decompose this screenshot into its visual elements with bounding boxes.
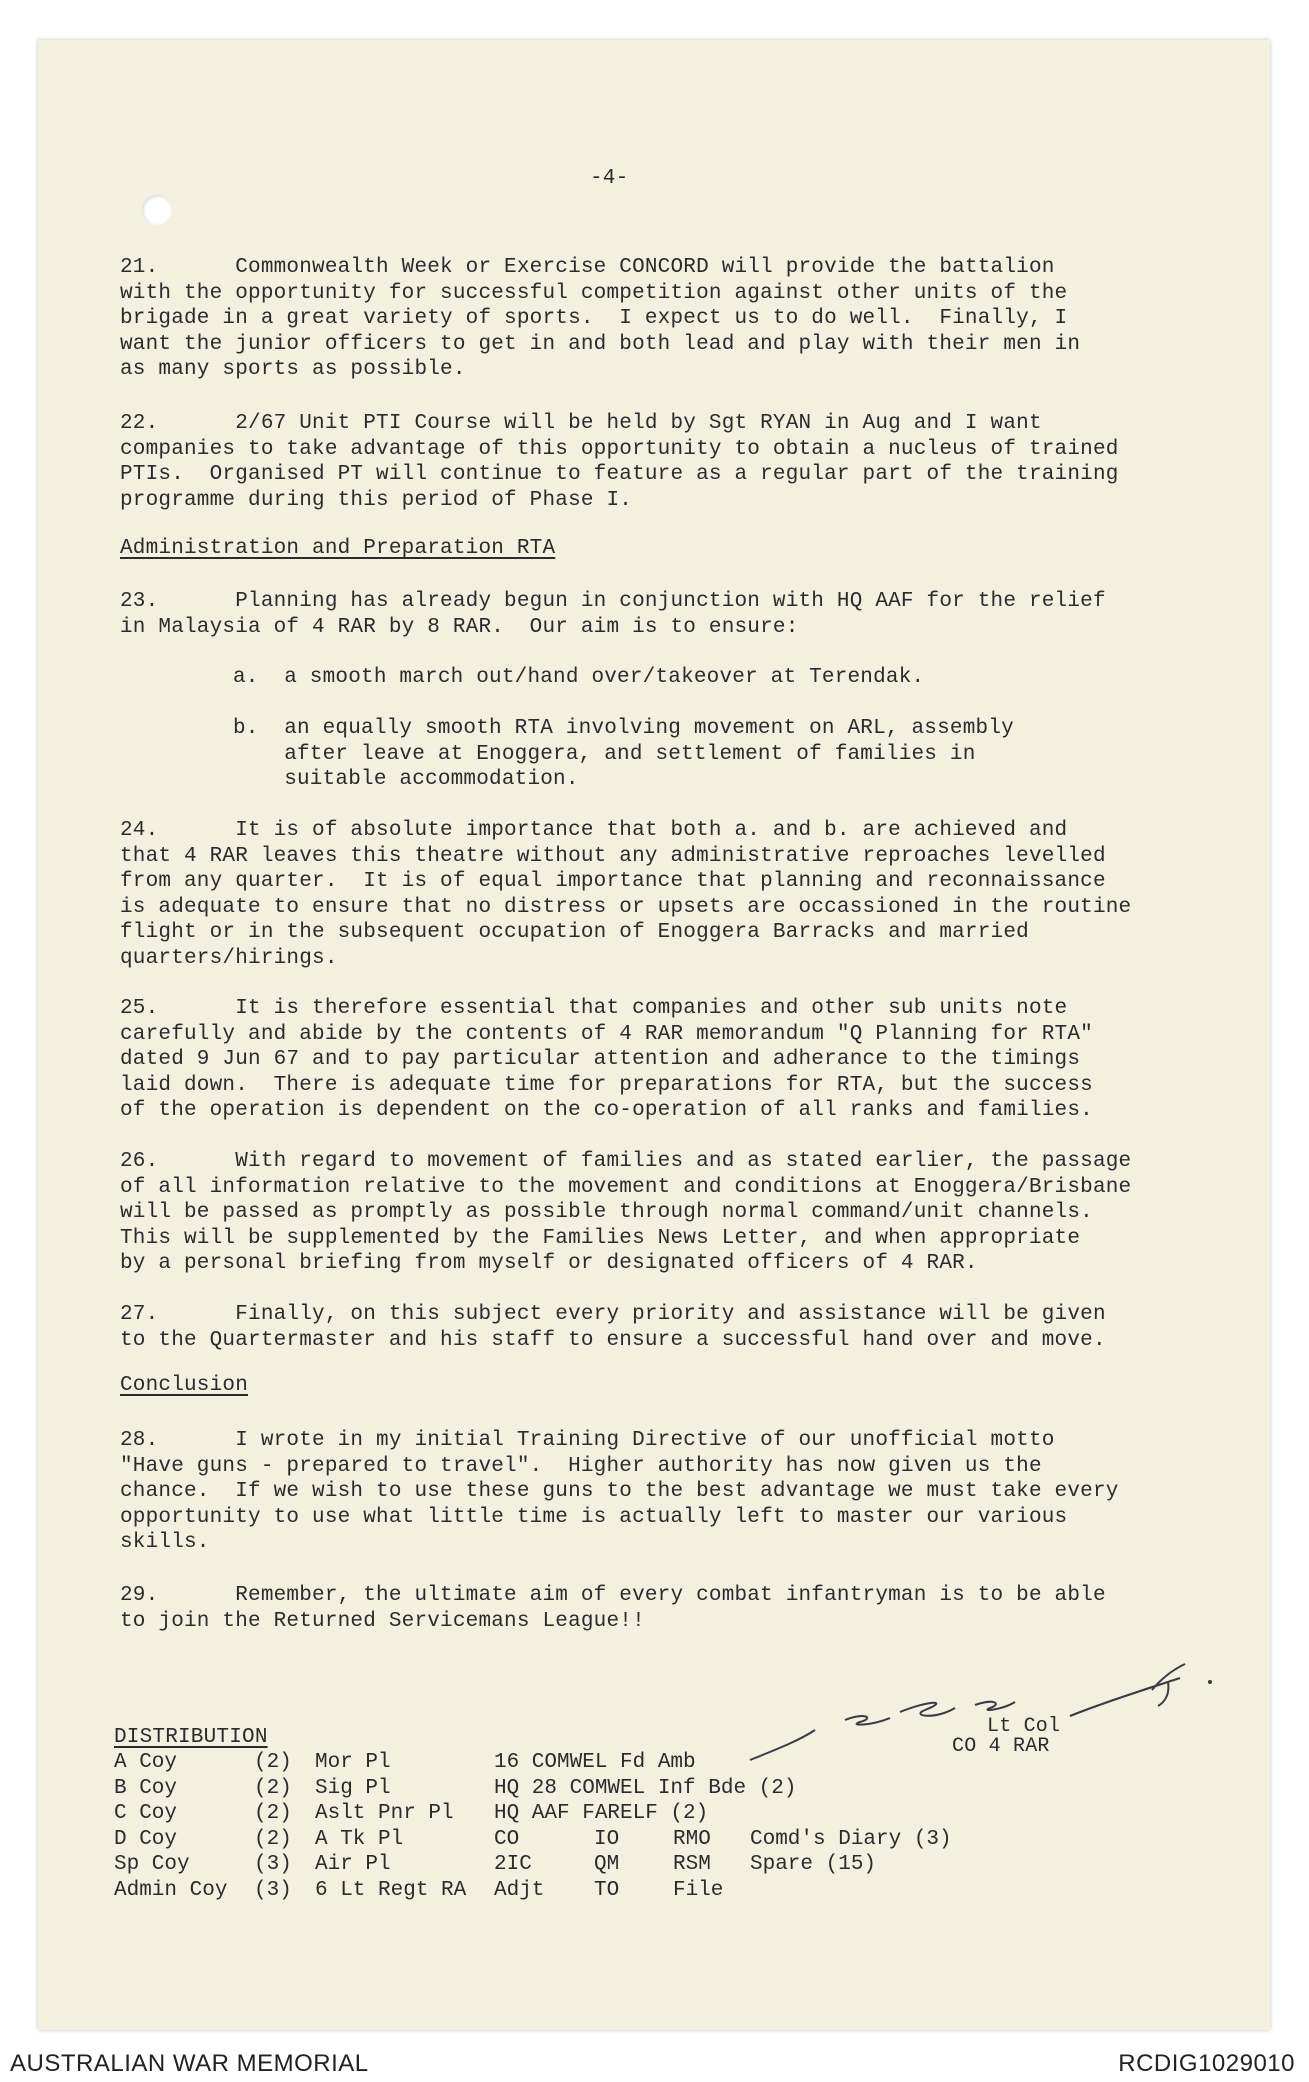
paragraph-23-line: in Malaysia of 4 RAR by 8 RAR. Our aim is to ensure: bbox=[120, 615, 799, 639]
paragraph-26-line: 26. With regard to movement of families and as stated earlier, the passage bbox=[120, 1150, 1132, 1173]
distribution-unit: B Coy bbox=[114, 1776, 178, 1800]
distribution-heading: DISTRIBUTION bbox=[114, 1726, 268, 1749]
paragraph-29-line: 29. Remember, the ultimate aim of every combat infantryman is to be able bbox=[120, 1584, 1106, 1607]
paragraph-23-line: 23. Planning has already begun in conjunction with HQ AAF for the relief bbox=[120, 590, 1106, 613]
distribution-unit: Sp Coy bbox=[114, 1853, 190, 1876]
distribution-unit: RMO bbox=[673, 1827, 711, 1851]
distribution-copies: (2) bbox=[254, 1827, 292, 1851]
signature-rank-line2: CO 4 RAR bbox=[952, 1735, 1050, 1758]
distribution-unit: Air Pl bbox=[315, 1853, 391, 1876]
distribution-copies: (3) bbox=[254, 1853, 292, 1876]
paragraph-24-line: quarters/hirings. bbox=[120, 946, 338, 970]
subitem-b-line: suitable accommodation. bbox=[233, 768, 579, 791]
distribution-copies: (2) bbox=[254, 1751, 292, 1774]
distribution-unit: D Coy bbox=[114, 1827, 178, 1851]
paragraph-25-line: of the operation is dependent on the co-operation of all ranks and families. bbox=[120, 1099, 1093, 1122]
paragraph-21-line: 21. Commonwealth Week or Exercise CONCORD will provide the battalion bbox=[120, 256, 1055, 279]
paragraph-24-line: 24. It is of absolute importance that both a. and b. are achieved and bbox=[120, 819, 1068, 842]
paragraph-26-line: by a personal briefing from myself or designated officers of 4 RAR. bbox=[120, 1252, 978, 1275]
paragraph-28-line: opportunity to use what little time is actually left to master our various bbox=[120, 1505, 1068, 1529]
paragraph-28-line: 28. I wrote in my initial Training Directive of our unofficial motto bbox=[120, 1429, 1055, 1452]
paragraph-24-line: flight or in the subsequent occupation of Enoggera Barracks and married bbox=[120, 921, 1029, 944]
subitem-b-line: after leave at Enoggera, and settlement of families in bbox=[233, 742, 976, 766]
distribution-unit: Adjt bbox=[494, 1878, 545, 1902]
distribution-unit: CO bbox=[494, 1827, 520, 1851]
paragraph-21-line: brigade in a great variety of sports. I expect us to do well. Finally, I bbox=[120, 307, 1068, 330]
distribution-unit: HQ 28 COMWEL Inf Bde (2) bbox=[494, 1776, 797, 1800]
paragraph-22-line: companies to take advantage of this opportunity to obtain a nucleus of trained bbox=[120, 437, 1119, 461]
paragraph-28-line: "Have guns - prepared to travel". Higher authority has now given us the bbox=[120, 1454, 1042, 1478]
distribution-unit: A Tk Pl bbox=[315, 1827, 404, 1851]
paragraph-22-line: 22. 2/67 Unit PTI Course will be held by Sgt RYAN in Aug and I want bbox=[120, 412, 1042, 435]
paragraph-25-line: laid down. There is adequate time for preparations for RTA, but the success bbox=[120, 1073, 1093, 1097]
paragraph-25-line: 25. It is therefore essential that companies and other sub units note bbox=[120, 997, 1068, 1020]
distribution-unit: 6 Lt Regt RA bbox=[315, 1878, 467, 1902]
paragraph-25-line: carefully and abide by the contents of 4 RAR memorandum "Q Planning for RTA" bbox=[120, 1022, 1093, 1046]
paragraph-29-line: to join the Returned Servicemans League!! bbox=[120, 1609, 645, 1633]
distribution-unit: Aslt Pnr Pl bbox=[315, 1802, 454, 1825]
signature-rank-line1: Lt Col bbox=[987, 1715, 1061, 1738]
subitem-b-line: b. an equally smooth RTA involving movement on ARL, assembly bbox=[233, 717, 1014, 740]
distribution-unit: Sig Pl bbox=[315, 1776, 391, 1800]
distribution-copies: (3) bbox=[254, 1878, 292, 1902]
paragraph-24-line: from any quarter. It is of equal importance that planning and reconnaissance bbox=[120, 870, 1106, 893]
paragraph-26-line: This will be supplemented by the Families News Letter, and when appropriate bbox=[120, 1226, 1081, 1250]
signature-rank bbox=[952, 1715, 1061, 1758]
paragraph-26-line: will be passed as promptly as possible through normal command/unit channels. bbox=[120, 1201, 1093, 1224]
distribution-unit: Mor Pl bbox=[315, 1751, 391, 1774]
paragraph-27-line: to the Quartermaster and his staff to ensure a successful hand over and move. bbox=[120, 1328, 1106, 1352]
distribution-copies: (2) bbox=[254, 1776, 292, 1800]
footer-record-id: RCDIG1029010 bbox=[1118, 2050, 1295, 2077]
paragraph-21-line: with the opportunity for successful competition against other units of the bbox=[120, 281, 1068, 305]
paragraph-28-line: skills. bbox=[120, 1531, 210, 1554]
paragraph-22-line: PTIs. Organised PT will continue to feature as a regular part of the training bbox=[120, 463, 1119, 486]
section-heading-conclusion: Conclusion bbox=[120, 1374, 249, 1397]
distribution-unit: Admin Coy bbox=[114, 1878, 228, 1902]
page-number: -4- bbox=[590, 167, 629, 190]
distribution-unit: IO bbox=[594, 1827, 620, 1851]
punch-hole bbox=[142, 195, 172, 225]
distribution-unit: 16 COMWEL Fd Amb bbox=[494, 1751, 696, 1774]
distribution-unit: RSM bbox=[673, 1853, 711, 1876]
paragraph-21-line: want the junior officers to get in and both lead and play with their men in bbox=[120, 332, 1081, 356]
paragraph-24-line: is adequate to ensure that no distress or upsets are occassioned in the routine bbox=[120, 895, 1132, 919]
paragraph-21-line: as many sports as possible. bbox=[120, 358, 466, 381]
paragraph-24-line: that 4 RAR leaves this theatre without any administrative reproaches levelled bbox=[120, 844, 1106, 868]
paragraph-25-line: dated 9 Jun 67 and to pay particular attention and adherance to the timings bbox=[120, 1048, 1081, 1071]
distribution-unit: HQ AAF FARELF (2) bbox=[494, 1802, 709, 1825]
section-heading-administration: Administration and Preparation RTA bbox=[120, 537, 556, 560]
footer-archive-name: AUSTRALIAN WAR MEMORIAL bbox=[10, 2050, 369, 2077]
distribution-unit: Spare (15) bbox=[750, 1853, 877, 1876]
paragraph-28-line: chance. If we wish to use these guns to the best advantage we must take every bbox=[120, 1480, 1119, 1503]
distribution-unit: File bbox=[673, 1878, 724, 1902]
distribution-copies: (2) bbox=[254, 1802, 292, 1825]
distribution-unit: TO bbox=[594, 1878, 620, 1902]
distribution-unit: QM bbox=[594, 1853, 620, 1876]
distribution-unit: C Coy bbox=[114, 1802, 178, 1825]
paragraph-22-line: programme during this period of Phase I. bbox=[120, 488, 633, 512]
distribution-unit: 2IC bbox=[494, 1853, 532, 1876]
paragraph-27-line: 27. Finally, on this subject every priority and assistance will be given bbox=[120, 1303, 1106, 1326]
distribution-unit: A Coy bbox=[114, 1751, 178, 1774]
distribution-unit: Comd's Diary (3) bbox=[750, 1827, 952, 1851]
subitem-a: a. a smooth march out/hand over/takeover at Terendak. bbox=[233, 666, 925, 689]
paragraph-26-line: of all information relative to the movement and conditions at Enoggera/Brisbane bbox=[120, 1175, 1132, 1199]
